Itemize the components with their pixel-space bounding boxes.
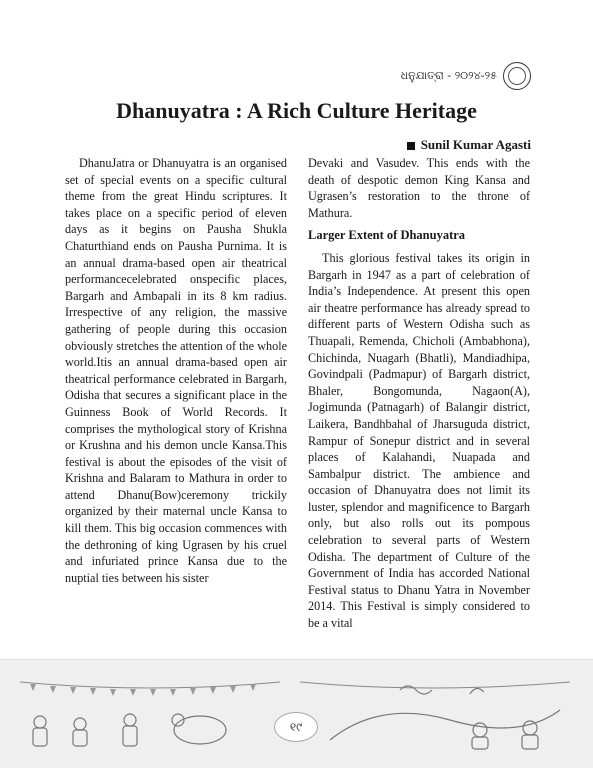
left-paragraph: DhanuJatra or Dhanuyatra is an organised set of special events on a specific cultural theme from the great Hindu scriptures. It takes place on a specific period of eleven days as it begins on Pausha Shukla Chaturthiand ends on Pausha Purnima. It is an annual drama-based open air theatrical performancecelebrated onspecific places, Bargarh and Ambapali in its 8 km radius. Irrespective of any religion, the massive gathering of people during this occasion obviously stretches the attention of the whole world.Itis an annual drama-based open air theatrical performance celebrated in Bargarh, Odisha that secures a significant place in the Guinness Book of World Records. It comprises the mythological story of Krishna or Krushna and his demon uncle Kansa.This festival is about the episodes of the visit of Krishna and Balaram to Mathura in order to attend Dhanu(Bow)ceremony trickily organized by their maternal uncle Kansa to kill them. This big occasion commences with the dethroning of king Ugrasen by his cruel and infuriated prince Kansa due to the nuptial ties between his sister xyxy=(65,156,287,585)
right-column xyxy=(308,155,530,638)
emblem-icon xyxy=(503,62,531,90)
footer-banner xyxy=(0,659,593,768)
right-paragraph: This glorious festival takes its origin in Bargarh in 1947 as a part of celebration of India’s Independence. At present this open air theatre performance has already spread to different parts of Western Odisha such as Thuapali, Remenda, Chicholi (Ambabhona), Chichinda, Nuagarh (Bhatli), Mandiadhipa, Govindpali (Padmapur) of Bargarh district, Bhaler, Bongomunda, Nagaon(A), Jogimunda (Patnagarh) of Balangir district, Laikera, Bandhbahal of Jharsuguda district, Rampur of Sonepur district and in several places of Kalahandi, Nuapada and Sambalpur district. The ambience and occasion of Dhanuyatra does not limit its luster, splendor and magnificence to Bargarh only, but also rolls out its pompous celebration to several parts of Western Odisha. The department of Culture of the Government of India has accorded National Festival status to Dhanu Yatra in November 2014. This Festival is simply considered to be a vital xyxy=(308,250,530,631)
article-author: Sunil Kumar Agasti xyxy=(407,137,531,153)
header-text: ଧନୁଯାତ୍ରା - ୨୦୨୪-୨୫ xyxy=(400,69,497,82)
right-intro: Devaki and Vasudev. This ends with the death of despotic demon King Kansa and Ugrasen’s restoration to the throne of Mathura. xyxy=(308,156,530,220)
left-column xyxy=(65,155,287,592)
subheading: Larger Extent of Dhanuyatra xyxy=(308,228,466,243)
article-title: Dhanuyatra : A Rich Culture Heritage xyxy=(116,98,477,123)
page-header xyxy=(401,62,531,90)
page-number: ୧୯ xyxy=(274,712,318,742)
